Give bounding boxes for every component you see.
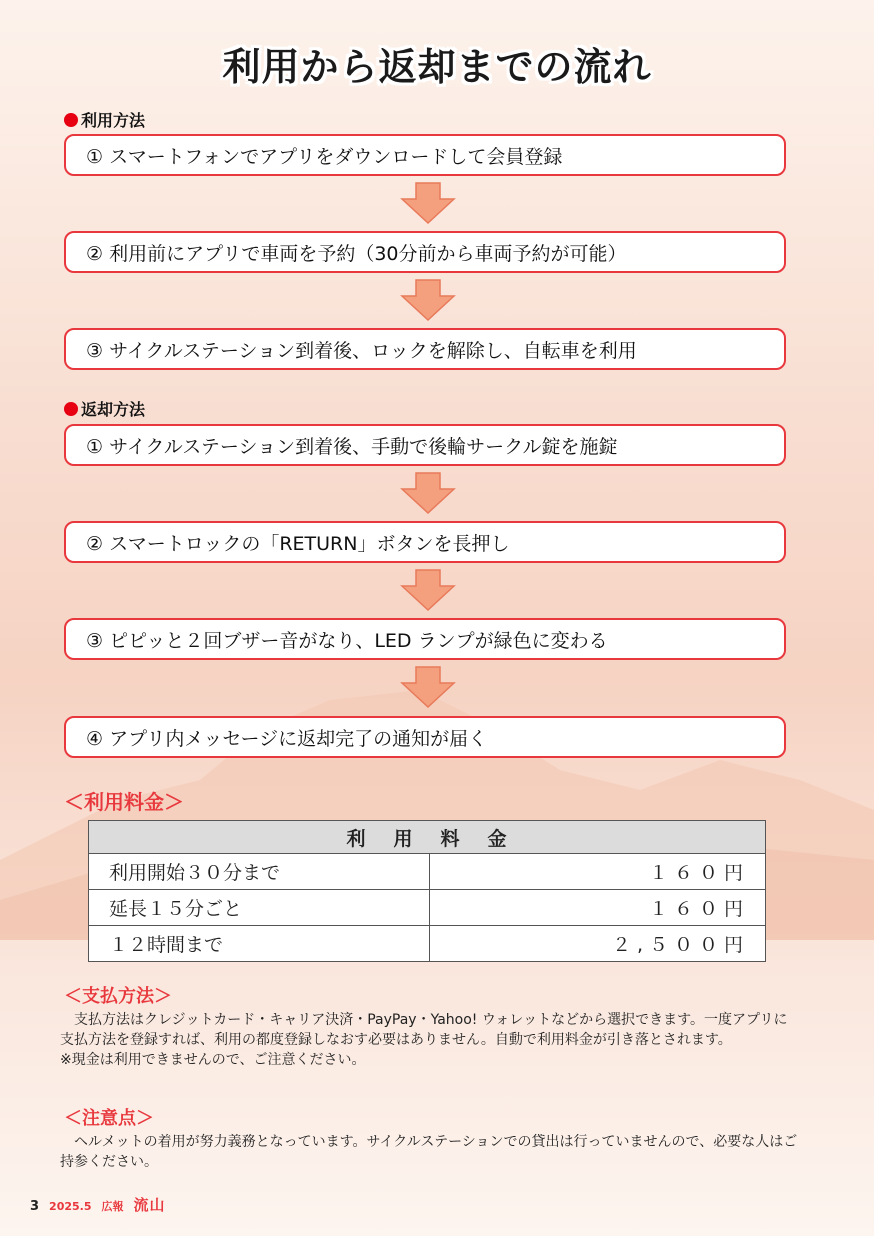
usage-step-3: ③ サイクルステーション到着後、ロックを解除し、自転車を利用 xyxy=(64,328,786,370)
caution-text: ヘルメットの着用が努力義務となっています。サイクルステーションでの貸出は行っていませんので、必要な人はご持参ください。 xyxy=(60,1134,798,1170)
return-step-3: ③ ピピッと２回ブザー音がなり、LED ランプが緑色に変わる xyxy=(64,618,786,660)
usage-heading xyxy=(64,108,145,131)
down-arrow-icon xyxy=(400,665,456,709)
fee-table xyxy=(88,820,766,962)
payment-note: ※現金は利用できませんので、ご注意ください。 xyxy=(60,1052,366,1068)
down-arrow-icon xyxy=(400,568,456,612)
issue-date: 2025.5 xyxy=(49,1200,92,1213)
usage-step-1: ① スマートフォンでアプリをダウンロードして会員登録 xyxy=(64,134,786,176)
table-row xyxy=(89,926,766,962)
bullet-dot-icon xyxy=(64,113,78,127)
fee-price: １６０円 xyxy=(430,890,766,926)
payment-body: 支払方法はクレジットカード・キャリア決済・PayPay・Yahoo! ウォレットなどから選択できます。一度アプリに支払方法を登録すれば、利用の都度登録しなおす必要はありません。自動で利用料金が引き落とされます。 xyxy=(60,1012,788,1048)
usage-heading-label: 利用方法 xyxy=(81,111,146,130)
fee-label: 延長１５分ごと xyxy=(89,890,430,926)
return-step-2: ② スマートロックの「RETURN」ボタンを長押し xyxy=(64,521,786,563)
page-title: 利用から返却までの流れ xyxy=(222,45,652,89)
caution-heading: ＜注意点＞ xyxy=(64,1108,154,1129)
return-step-1: ① サイクルステーション到着後、手動で後輪サークル錠を施錠 xyxy=(64,424,786,466)
down-arrow-icon xyxy=(400,278,456,322)
payment-heading: ＜支払方法＞ xyxy=(64,986,172,1007)
down-arrow-icon xyxy=(400,471,456,515)
publication-logo: 流山 xyxy=(133,1196,166,1214)
fee-price: １６０円 xyxy=(430,854,766,890)
down-arrow-icon xyxy=(400,181,456,225)
return-heading xyxy=(64,397,145,420)
return-heading-label: 返却方法 xyxy=(81,400,146,419)
page-footer xyxy=(30,1194,166,1215)
fee-price: ２,５００円 xyxy=(430,926,766,962)
fee-label: 利用開始３０分まで xyxy=(89,854,430,890)
fee-heading: ＜利用料金＞ xyxy=(64,790,184,814)
page-number: 3 xyxy=(30,1199,40,1214)
table-row xyxy=(89,854,766,890)
fee-label: １２時間まで xyxy=(89,926,430,962)
table-row xyxy=(89,890,766,926)
return-step-4: ④ アプリ内メッセージに返却完了の通知が届く xyxy=(64,716,786,758)
usage-step-2: ② 利用前にアプリで車両を予約（30分前から車両予約が可能） xyxy=(64,231,786,273)
fee-table-header: 利用料金 xyxy=(89,821,766,854)
payment-text xyxy=(60,1010,800,1070)
publication-label: 広報 xyxy=(101,1200,124,1213)
bullet-dot-icon xyxy=(64,402,78,416)
